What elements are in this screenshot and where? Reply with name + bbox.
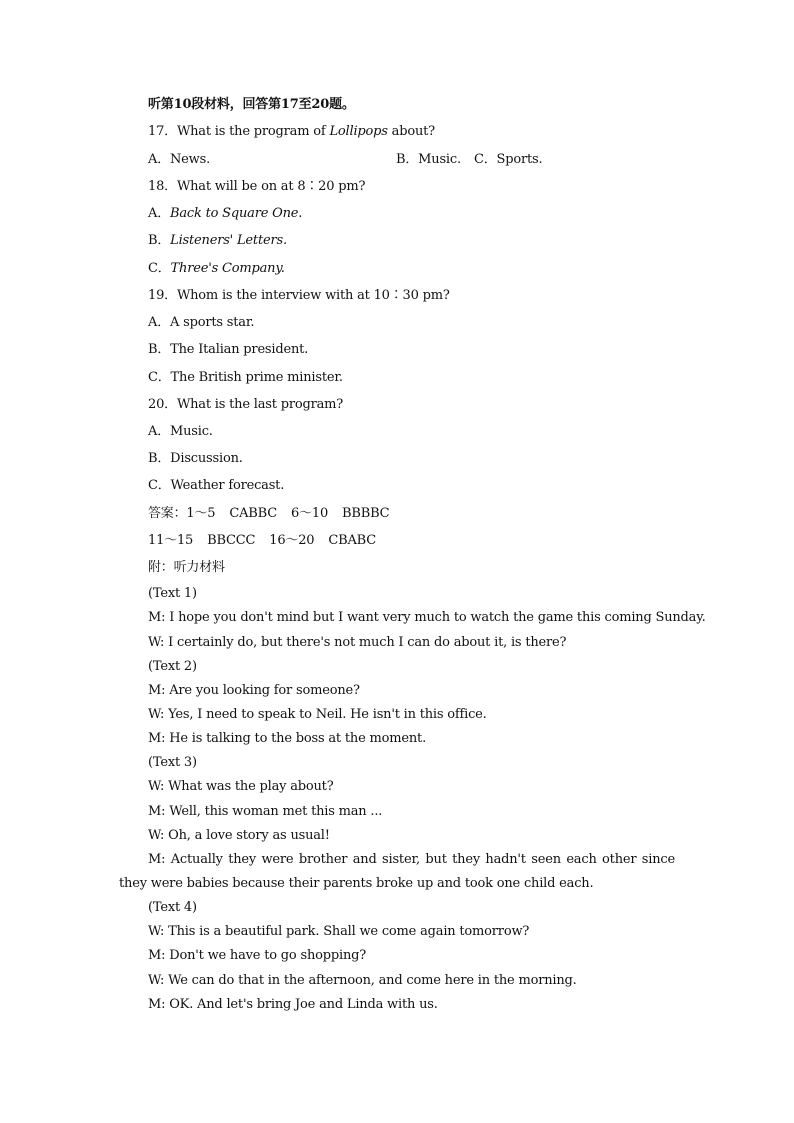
program-title: Lollipops [329, 124, 388, 139]
transcript-line: W: I certainly do, but there's not much I can do about it, is there? [148, 635, 567, 650]
transcript-line: M: Well, this woman met this man ... [148, 804, 383, 819]
question-number: 20． [148, 397, 177, 412]
transcript-title: (Text 3) [148, 755, 197, 770]
question-number: 17． [148, 124, 177, 139]
question-19-option-c: C．The British prime minister. [148, 370, 343, 385]
question-stem: What is the last program? [176, 397, 344, 412]
question-20-option-b: B．Discussion. [148, 451, 243, 466]
question-18 [148, 179, 365, 195]
option-c: C．Sports. [474, 152, 543, 167]
transcript-line: M: He is talking to the boss at the moment. [148, 731, 427, 746]
transcript-line: W: Yes, I need to speak to Neil. He isn't in this office. [148, 707, 487, 722]
transcript-title: (Text 4) [148, 900, 197, 915]
answer-label: 答案： [148, 506, 187, 521]
question-18-option-b: B．Listeners' Letters. [148, 233, 287, 248]
question-number: 19． [148, 288, 177, 303]
question-19-option-a: A．A sports star. [148, 315, 255, 330]
question-stem: What is the program of [176, 124, 330, 139]
question-17-options [148, 152, 668, 168]
question-number: 18． [148, 179, 177, 194]
option-a: A．News. [148, 152, 210, 167]
question-19-option-b: B．The Italian president. [148, 342, 309, 357]
transcript-line: W: This is a beautiful park. Shall we come again tomorrow? [148, 924, 530, 939]
transcript-line: W: Oh, a love story as usual! [148, 828, 330, 843]
transcript-line: M: Are you looking for someone? [148, 683, 360, 698]
transcript-line: M: I hope you don't mind but I want very much to watch the game this coming Sunday. [148, 610, 706, 625]
transcript-line: W: We can do that in the afternoon, and come here in the morning. [148, 973, 577, 988]
transcript-title: (Text 1) [148, 586, 197, 601]
transcript-line: M: OK. And let's bring Joe and Linda with us. [148, 997, 438, 1012]
question-stem: Whom is the interview with at 10∶30 pm? [176, 288, 450, 303]
question-17 [148, 124, 435, 140]
question-20-option-c: C．Weather forecast. [148, 478, 285, 493]
question-stem: What will be on at 8∶20 pm? [176, 179, 366, 194]
transcript-title: (Text 2) [148, 659, 197, 674]
section-heading: 听第10段材料，回答第17至20题。 [148, 97, 355, 112]
question-20-option-a: A．Music. [148, 424, 213, 439]
option-b: B．Music. [396, 152, 461, 167]
answer-key-line-1: 答案：1～5 CABBC 6～10 BBBBC [148, 506, 390, 521]
appendix-label: 附：听力材料 [148, 560, 225, 575]
transcript-line: M: Don't we have to go shopping? [148, 948, 367, 963]
question-20 [148, 397, 343, 413]
question-18-option-a: A．Back to Square One. [148, 206, 303, 221]
question-stem-end: about? [387, 124, 435, 139]
answer-key-line-2: 11～15 BBCCC 16～20 CBABC [148, 533, 377, 548]
question-19 [148, 288, 450, 304]
transcript-line: W: What was the play about? [148, 779, 334, 794]
transcript-paragraph: M: Actually they were brother and sister, but they hadn't seen each other since they were babies because their parents broke up and took one child each. [119, 852, 675, 891]
question-18-option-c: C．Three's Company. [148, 261, 285, 276]
